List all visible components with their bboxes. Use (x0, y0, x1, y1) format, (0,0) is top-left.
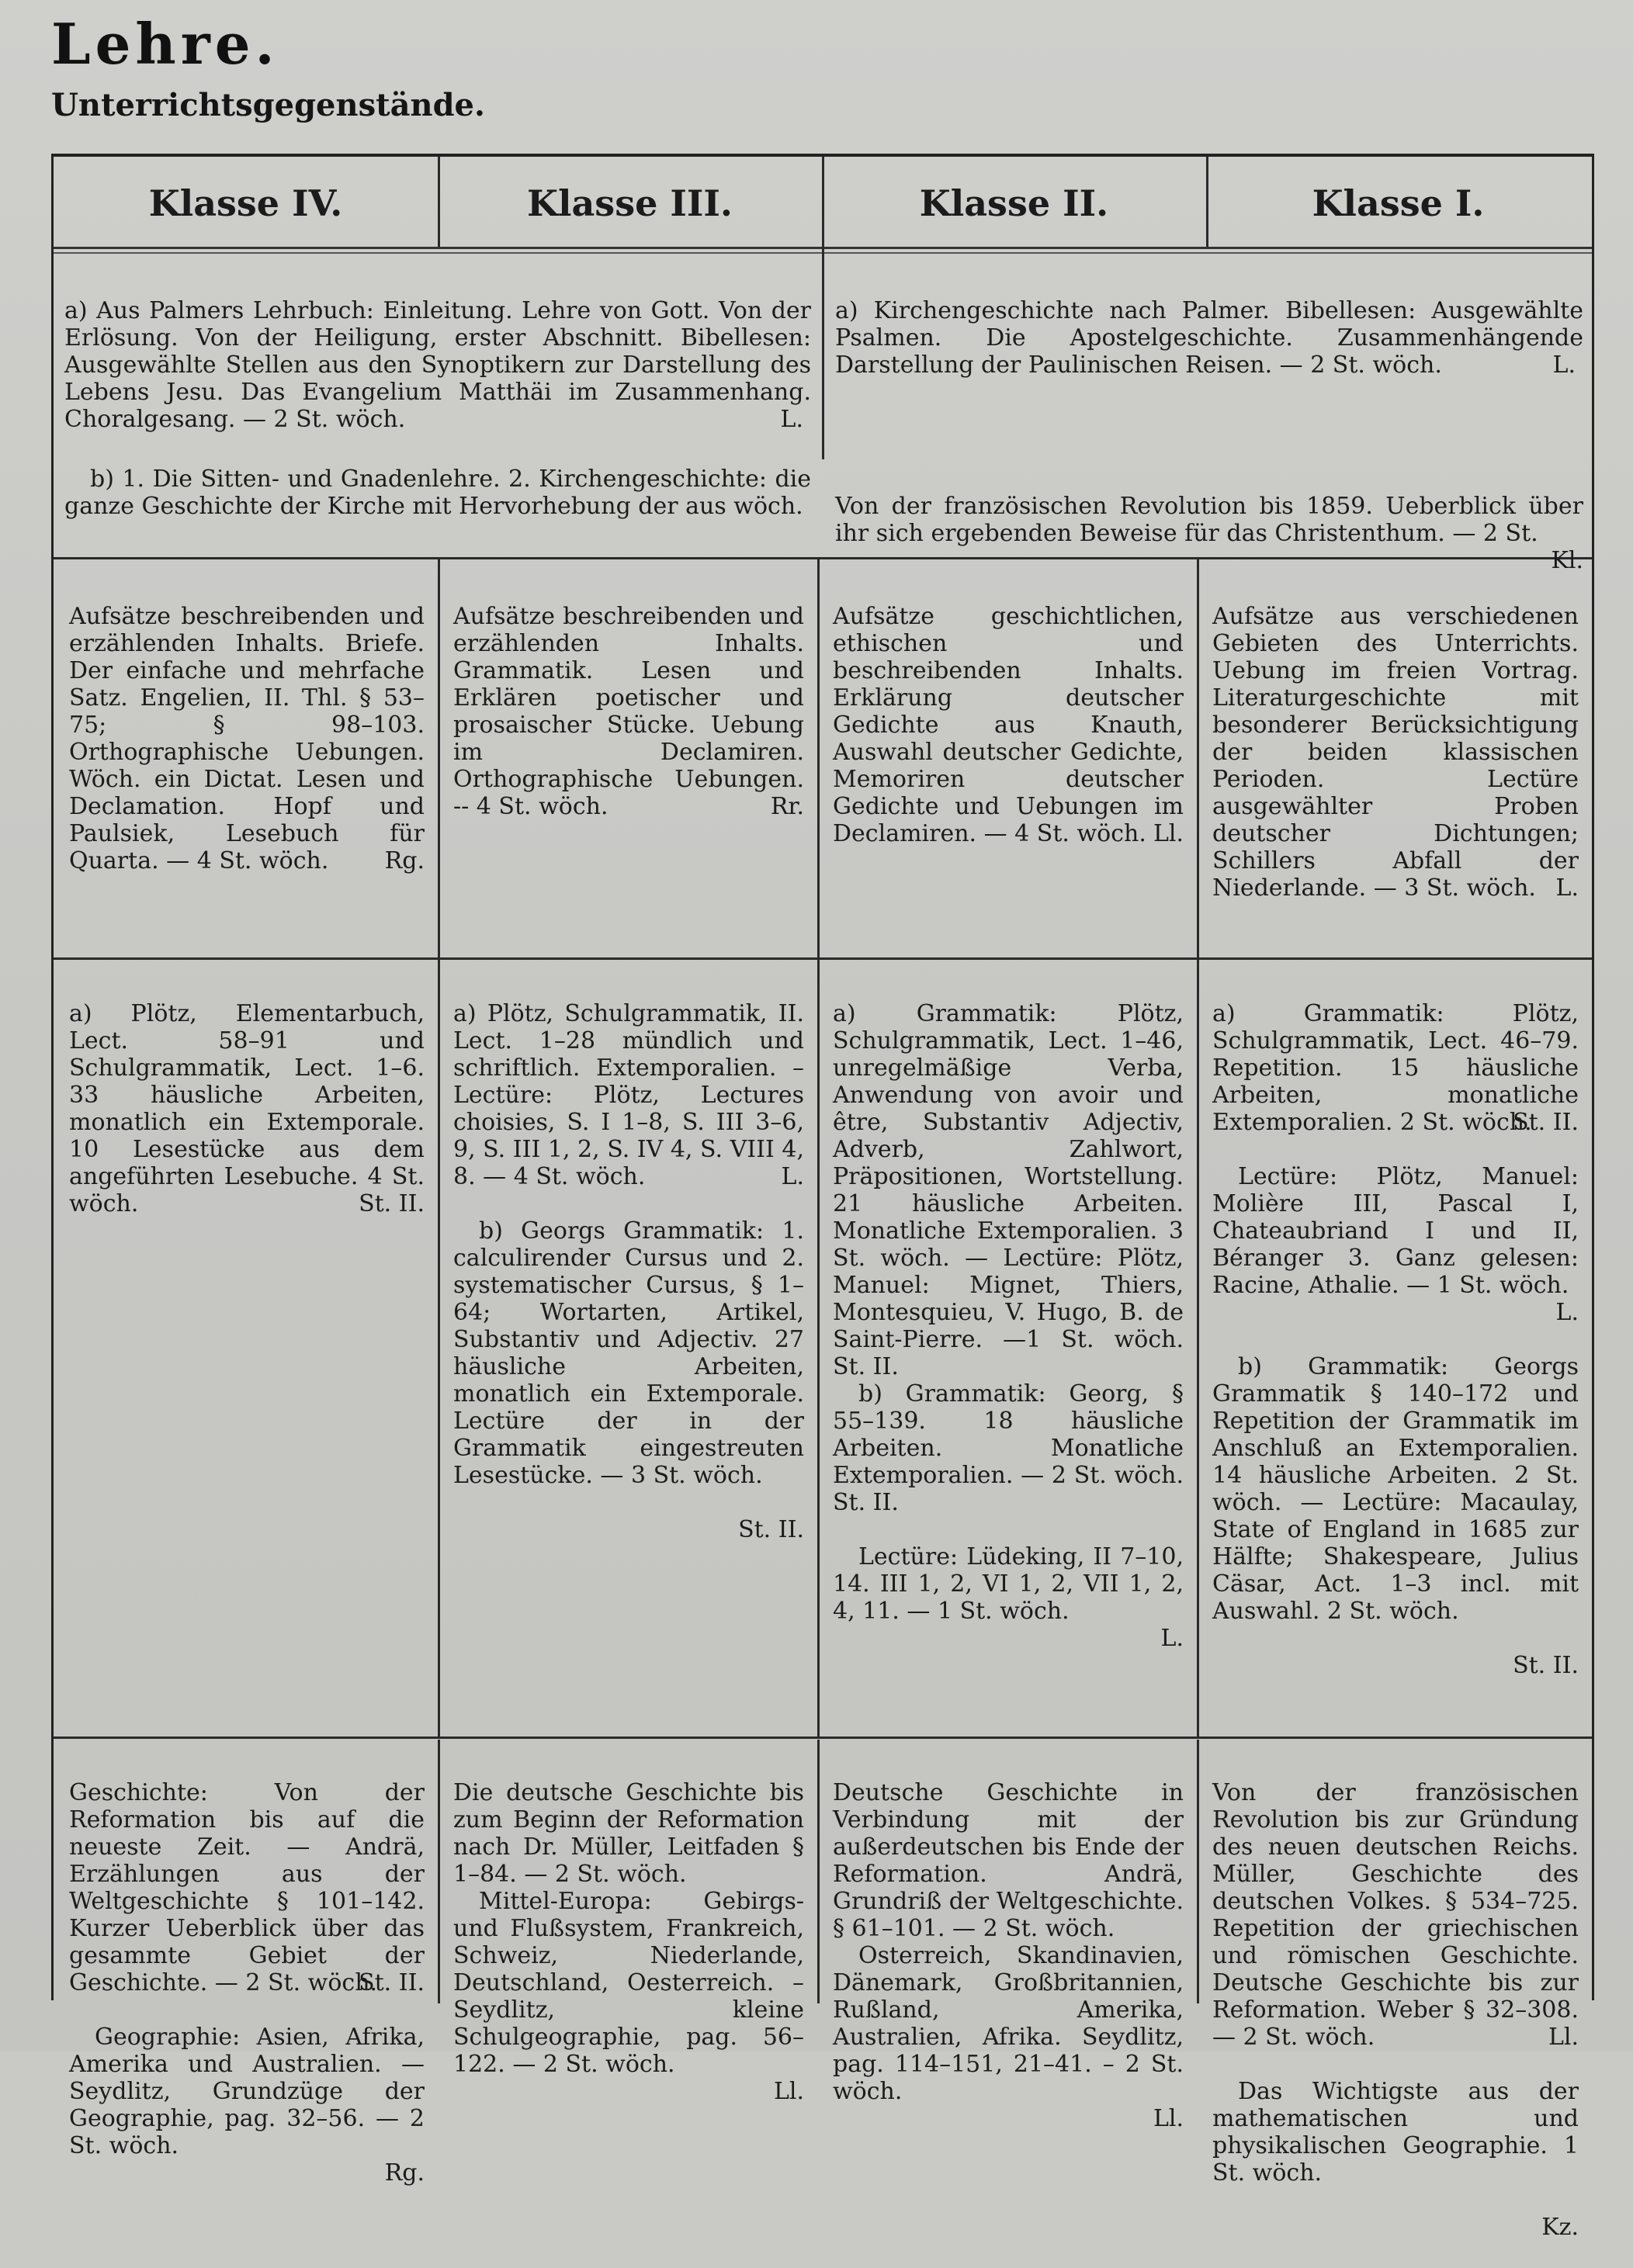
deutsch-ii (822, 576, 1194, 874)
franz-ii-b-text: b) Grammatik: Georg, § 55–139. 18 häusliche Arbeiten. Monatliche Extemporalien. — 2 St. wöch. St. II. (833, 1380, 1184, 1516)
franz-ii-c-teacher: L. (1160, 1625, 1184, 1652)
franz-iv (58, 973, 435, 1245)
franz-i-a2-text: Lectüre: Plötz, Manuel: Molière III, Pascal I, Chateaubriand I und II, Béranger 3. Ganz gelesen: Racine, Athalie. — 1 St. wöch. (1212, 1163, 1579, 1299)
header-klasse-ii: Klasse II. (919, 182, 1109, 224)
geschichte-iv (58, 1752, 435, 2214)
deutsch-iv-teacher: Rg. (384, 847, 425, 874)
franz-i-b-teacher: St. II. (1513, 1652, 1579, 1679)
deutsch-i-teacher: L. (1555, 874, 1579, 902)
geschichte-iv-text: Geschichte: Von der Reformation bis auf die neueste Zeit. — Andrä, Erzählungen aus der Weltgeschichte § 101–142. Kurzer Ueberblick über das gesammte Gebiet der Geschichte. — 2 St. wöch. (69, 1779, 425, 1996)
religion-a-right (824, 270, 1594, 406)
religion-a-right-text: a) Kirchengeschichte nach Palmer. Bibellesen: Ausgewählte Psalmen. Die Apostelgeschichte. Zusammenhängende Darstellung der Paulinischen Reisen. — 2 St. wöch. (835, 297, 1583, 379)
religion-a-left (54, 270, 822, 460)
col-divider (1197, 1740, 1199, 2003)
col-divider (438, 1740, 440, 2003)
header-klasse-i: Klasse I. (1312, 182, 1485, 224)
religion-a-right-teacher: L. (1552, 351, 1576, 379)
geographie-ii-text: Osterreich, Skandinavien, Dänemark, Großbritannien, Rußland, Amerika, Australien, Afrika. Seydlitz, pag. 114–151, 21–41. – 2 St. wöch. (833, 1942, 1184, 2105)
geschichte-iii-text: Die deutsche Geschichte bis zum Beginn der Reformation nach Dr. Müller, Leitfaden § 1–84. — 2 St. wöch. (453, 1779, 804, 1888)
geschichte-ii (822, 1752, 1194, 2159)
franz-ii (822, 973, 1194, 1679)
row-divider (54, 1736, 1592, 1739)
col-divider (438, 559, 440, 1736)
geographie-ii-teacher: Ll. (1153, 2105, 1184, 2132)
geographie-i-text: Das Wichtigste aus der mathematischen und physikalischen Geographie. 1 St. wöch. (1212, 2078, 1579, 2187)
geographie-iv-teacher: Rg. (384, 2159, 425, 2187)
geographie-iii-teacher: Ll. (773, 2078, 804, 2105)
franz-ii-c-text: Lectüre: Lüdeking, II 7–10, 14. III 1, 2, VI 1, 2, VII 1, 2, 4, 11. — 1 St. wöch. (833, 1543, 1184, 1625)
geographie-iii-text: Mittel-Europa: Gebirgs- und Flußsystem, Frankreich, Schweiz, Niederlande, Deutschland, Oesterreich. – Seydlitz, kleine Schulgeographie, pag. 56–122. — 2 St. wöch. (453, 1888, 804, 2078)
deutsch-iv-text: Aufsätze beschreibenden und erzählenden Inhalts. Briefe. Der einfache und mehrfache Satz. Engelien, II. Thl. § 53–75; § 98–103. Orthographische Uebungen. Wöch. ein Dictat. Lesen und Declamation. Hopf und Paulsiek, Lesebuch für Quarta. — 4 St. wöch. (69, 603, 425, 874)
franz-i (1201, 973, 1590, 1706)
franz-i-a-teacher: St. II. (1513, 1109, 1579, 1136)
franz-iii-b-text: b) Georgs Grammatik: 1. calculirender Cursus und 2. systematischer Cursus, § 1–64; Wortarten, Artikel, Substantiv und Adjectiv. 27 häusliche Arbeiten, monatlich ein Extemporale. Lectüre der in der Grammatik eingestreuten Lesestücke. — 3 St. wöch. (453, 1217, 804, 1489)
deutsch-ii-teacher: Ll. (1153, 820, 1184, 847)
deutsch-iii-text: Aufsätze beschreibenden und erzählenden Inhalts. Grammatik. Lesen und Erklären poetischer und prosaischer Stücke. Uebung im Declamiren. Orthographische Uebungen. -- 4 St. wöch. (453, 603, 804, 820)
franz-iii-a-text: a) Plötz, Schulgrammatik, II. Lect. 1–28 mündlich und schriftlich. Extemporalien. – Lectüre: Plötz, Lectures choisies, S. I 1–8, S. III 3–6, 9, S. III 1, 2, S. IV 4, S. VIII 4, 8. — 4 St. wöch. (453, 1000, 804, 1190)
geschichte-ii-text: Deutsche Geschichte in Verbindung mit der außerdeutschen bis Ende der Reformation. Andrä, Grundriß der Weltgeschichte. § 61–101. — 2 St. wöch. (833, 1779, 1184, 1942)
religion-b-teacher: Kl. (1551, 547, 1583, 574)
deutsch-iv (58, 576, 435, 902)
curriculum-table (51, 154, 1594, 2241)
deutsch-ii-text: Aufsätze geschichtlichen, ethischen und beschreibenden Inhalts. Erklärung deutscher Gedichte aus Knauth, Auswahl deutscher Gedichte, Memoriren deutscher Gedichte und Uebungen im Declamiren. — 4 St. wöch. (833, 603, 1184, 847)
geschichte-i-teacher: Ll. (1548, 2024, 1579, 2051)
franz-i-a2-teacher: L. (1555, 1299, 1579, 1326)
franz-i-b-text: b) Grammatik: Georgs Grammatik § 140–172 und Repetition der Grammatik im Anschluß an Extemporalien. 14 häusliche Arbeiten. 2 St. wöch. — Lectüre: Macaulay, State of England in 1685 zur Hälfte; Shakespeare, Julius Cäsar, Act. 1–3 incl. mit Auswahl. 2 St. wöch. (1212, 1353, 1579, 1625)
geschichte-i-text: Von der französischen Revolution bis zur Gründung des neuen deutschen Reichs. Müller, Geschichte des deutschen Volkes. § 534–725. Repetition der griechischen und römischen Geschichte. Deutsche Geschichte bis zur Reformation. Weber § 32–308. — 2 St. wöch. (1212, 1779, 1579, 2051)
deutsch-i (1201, 576, 1590, 929)
franz-iii (442, 973, 815, 1570)
deutsch-iii (442, 576, 815, 847)
header-klasse-iii: Klasse III. (527, 182, 733, 224)
col-divider (817, 559, 820, 1736)
religion-b-right-text: Von der französischen Revolution bis 1859. Ueberblick über ihr sich ergebenden Beweise für das Christenthum. — 2 St. (835, 493, 1583, 547)
franz-i-a-text: a) Grammatik: Plötz, Schulgrammatik, Lect. 46–79. Repetition. 15 häusliche Arbeiten, monatliche Extemporalien. 2 St. wöch. (1212, 1000, 1579, 1136)
deutsch-iii-teacher: Rr. (770, 793, 804, 820)
page-title: Lehre. (51, 11, 279, 77)
geschichte-iii (442, 1752, 815, 2132)
col-divider (1197, 559, 1199, 1736)
col-divider (817, 1740, 820, 2003)
geschichte-iv-teacher: St. II. (359, 1969, 425, 1996)
franz-iii-b-teacher: St. II. (738, 1516, 804, 1543)
franz-iv-teacher: St. II. (359, 1190, 425, 1217)
geschichte-i (1201, 1752, 1590, 2268)
franz-iv-text: a) Plötz, Elementarbuch, Lect. 58–91 und Schulgrammatik, Lect. 1–6. 33 häusliche Arbeiten, monatlich ein Extemporale. 10 Lesestücke aus dem angeführten Lesebuche. 4 St. wöch. (69, 1000, 425, 1217)
religion-b-left: b) 1. Die Sitten- und Gnadenlehre. 2. Kirchengeschichte: die ganze Geschichte der Kirche mit Hervorhebung der aus wöch. (64, 466, 811, 520)
religion-a-left-text: a) Aus Palmers Lehrbuch: Einleitung. Lehre von Gott. Von der Erlösung. Von der Heiligung, erster Abschnitt. Bibellesen: Ausgewählte Stellen aus den Synoptikern zur Darstellung des Lebens Jesu. Das Evangelium Matthäi im Zusammenhang. Choralgesang. — 2 St. wöch. (64, 297, 811, 433)
deutsch-i-text: Aufsätze aus verschiedenen Gebieten des Unterrichts. Uebung im freien Vortrag. Literaturgeschichte mit besonderer Berücksichtigung der beiden klassischen Perioden. Lectüre ausgewählter Proben deutscher Dichtungen; Schillers Abfall der Niederlande. — 3 St. wöch. (1212, 603, 1579, 902)
religion-a-left-teacher: L. (780, 406, 803, 433)
geographie-iv-text: Geographie: Asien, Afrika, Amerika und Australien. — Seydlitz, Grundzüge der Geographie, pag. 32–56. — 2 St. wöch. (69, 2024, 425, 2159)
col-divider (438, 157, 440, 247)
row-divider (54, 957, 1592, 960)
franz-iii-a-teacher: L. (781, 1163, 804, 1190)
geographie-i-teacher: Kz. (1541, 2214, 1579, 2241)
header-klasse-iv: Klasse IV. (148, 182, 343, 224)
franz-ii-a-text: a) Grammatik: Plötz, Schulgrammatik, Lect. 1–46, unregelmäßige Verba, Anwendung von avoir und être, Substantiv Adjectiv, Adverb, Zahlwort, Präpositionen, Wortstellung. 21 häusliche Arbeiten. Monatliche Extemporalien. 3 St. wöch. — Lectüre: Plötz, Manuel: Mignet, Thiers, Montesquieu, V. Hugo, B. de Saint-Pierre. —1 St. wöch. St. II. (833, 1000, 1184, 1380)
col-divider (1206, 157, 1208, 247)
page-subtitle: Unterrichtsgegenstände. (51, 87, 485, 123)
